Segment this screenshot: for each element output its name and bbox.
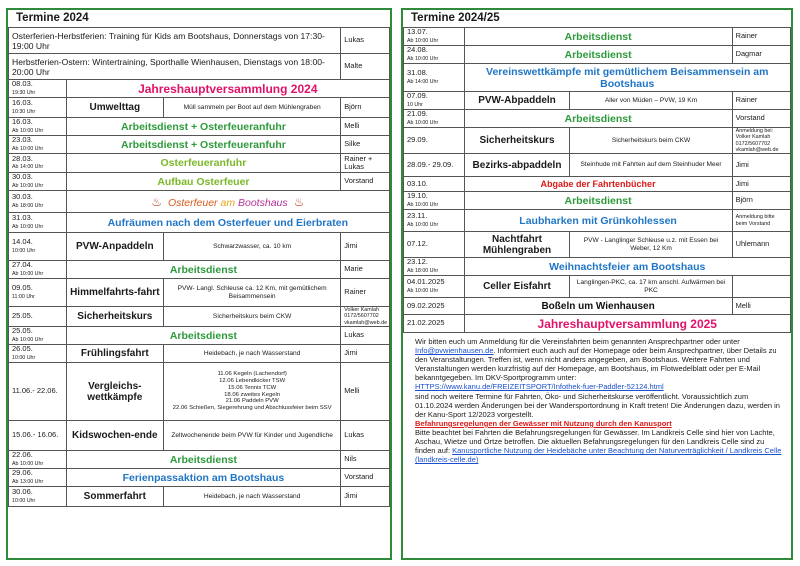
event-time: 10:00 Uhr (12, 247, 36, 254)
contact-person: Vorstand (341, 469, 390, 487)
event-title: Ferienpassaktion am Bootshaus (66, 469, 341, 487)
event-description: Heidebach, je nach Wasserstand (164, 345, 341, 363)
event-time: Ab 14:00 Uhr (12, 164, 44, 170)
event-date: 09.02.2025 (404, 298, 465, 315)
event-description: PVW - Langlinger Schleuse u.z. mit Essen bei Weber, 12 Km (570, 232, 732, 258)
event-date: 13.07. Ab 10:00 Uhr (404, 28, 465, 46)
schedule-row (404, 177, 791, 192)
event-date: 16.03. 10:30 Uhr (9, 98, 67, 118)
event-title: Kidswochen-ende (66, 421, 163, 451)
schedule-row (9, 173, 390, 191)
contact-person: Melli (341, 118, 390, 136)
contact-person: Rainer (341, 279, 390, 307)
event-date: 08.03. 19:30 Uhr (9, 80, 67, 98)
event-time: 10 Uhr (407, 101, 423, 108)
event-title: Nachtfahrt Mühlengraben (464, 232, 570, 258)
event-time: 19:30 Uhr (12, 89, 36, 96)
schedule-row (404, 258, 791, 276)
contact-person: Dagmar (732, 46, 790, 64)
schedule-row (9, 469, 390, 487)
event-date: 09.05. 11:00 Uhr (9, 279, 67, 307)
schedule-row (404, 154, 791, 177)
osterfeuer-title (162, 197, 294, 209)
schedule-row (404, 46, 791, 64)
contact-person: Jimi (341, 233, 390, 261)
training-row (9, 54, 390, 80)
schedule-row (404, 210, 791, 232)
contact-person: Jimi (732, 177, 790, 192)
schedule-row (9, 279, 390, 307)
contact-person: Silke (341, 136, 390, 154)
contact-person: Anmeldung bei: Volker Kamlah 0172/5607702 vkamlah@web.de (732, 128, 790, 154)
event-time: Ab 10:00 Uhr (12, 127, 44, 134)
panel-title: Termine 2024/25 (411, 12, 500, 24)
event-title: Bezirks-abpaddeln (464, 154, 570, 177)
event-time: Ab 10:00 Uhr (407, 287, 439, 294)
panel-title: Termine 2024 (16, 12, 89, 24)
schedule-table-2024-25 (403, 27, 791, 333)
schedule-row (9, 451, 390, 469)
event-time: Ab 10:00 Uhr (12, 460, 44, 467)
event-title: Jahreshauptversammlung 2024 (66, 80, 389, 98)
info-paragraph: Wir bitten euch um Anmeldung für die Vereinsfahrten beim genannten Ansprechpartner oder unter Info@pvwienhausen.de. Informiert euch auch auf der Homepage oder beim Ansprechpartner, über Details zu den Veranstaltungen. Treffen ist, wenn nicht anders angegeben, am Bootshaus. Weitere Fahrten und Veranstaltungen werden kurzfristig auf der Homepage, am Bootshaus, im Flotwedelblatt oder per E-Mail bekanntgegeben. Im DKV-Sportprogramm unter: HTTPS://www.kanu.de/FREIZEITSPORT/Infothek-fuer-Paddler-52124.html sind noch weitere Termine für Fahrten, Öko- und Sicherheitskurse veröffentlicht. Voraussichtlich zum 01.10.2024 werden Änderungen bei der Wandersportordnung in Kraft treten! Die Änderungen dazu, werden in der Kanu-Sport 12/2023 vorgestellt. (415, 337, 780, 419)
event-time: Ab 10:00 Uhr (407, 37, 439, 44)
training-text: Osterferien-Herbstferien: Training für Kids am Bootshaus, Donnerstags von 17:30-19:00 Uhr (9, 28, 341, 54)
schedule-row (404, 298, 791, 315)
info-text (403, 333, 791, 464)
landkreis-link[interactable]: Kanusportliche Nutzung der Heidebäche unter Beachtung der Naturverträglichkeit / Landkreis Celle (landkreis-celle.de) (415, 446, 782, 465)
event-description: PVW- Langl. Schleuse ca. 12 Km, mit gemütlichem Beisammensein (164, 279, 341, 307)
contact-person: Rainer (732, 92, 790, 110)
contact-person: Björn (341, 98, 390, 118)
schedule-table-2024 (8, 27, 390, 507)
event-title: Celler Eisfahrt (464, 276, 570, 298)
contact-person: Lukas (341, 421, 390, 451)
contact-person: Anmeldung bitte beim Vorstand (732, 210, 790, 232)
event-title: Umwelttag (66, 98, 163, 118)
contact-person: Jimi (341, 345, 390, 363)
event-date: 14.04. 10:00 Uhr (9, 233, 67, 261)
event-time: Ab 10:00 Uhr (407, 201, 439, 208)
schedule-row (404, 64, 791, 92)
event-title: Jahreshauptversammlung 2025 (464, 315, 790, 333)
logo-word: Osterfeuer (167, 196, 218, 209)
flame-icon: ♨ (151, 194, 162, 209)
schedule-row (9, 345, 390, 363)
event-description: Steinhude mit Fahrten auf dem Steinhuder Meer (570, 154, 732, 177)
event-time: Ab 10:00 Uhr (12, 336, 44, 343)
contact-person: Melli (732, 298, 790, 315)
event-description: Heidebach, je nach Wasserstand (164, 487, 341, 507)
contact-person: Malte (341, 54, 390, 80)
contact-person: Björn (732, 192, 790, 210)
event-time: 10:30 Uhr (12, 108, 36, 115)
event-date: 07.12. (404, 232, 465, 258)
event-title: Laubharken mit Grünkohlessen (464, 210, 732, 232)
schedule-row (9, 487, 390, 507)
training-row (9, 28, 390, 54)
schedule-row (9, 118, 390, 136)
event-title: Weihnachtsfeier am Bootshaus (464, 258, 790, 276)
event-time: Ab 10:00 Uhr (12, 223, 44, 230)
schedule-row (9, 154, 390, 173)
schedule-row (9, 136, 390, 154)
event-date: 26.05. 10:00 Uhr (9, 345, 67, 363)
event-date: 23.12. Ab 18:00 Uhr (404, 258, 465, 276)
event-date: 31.08. Ab 14:00 Uhr (404, 64, 465, 92)
event-description: Zeltwochenende beim PVW für Kinder und Jugendliche (164, 421, 341, 451)
schedule-row (404, 110, 791, 128)
event-date: 21.02.2025 (404, 315, 465, 333)
event-title: Arbeitsdienst (66, 261, 341, 279)
event-time: 11:00 Uhr (12, 293, 35, 300)
event-time: Ab 18:00 Uhr (12, 202, 44, 209)
event-title: Arbeitsdienst (66, 327, 341, 345)
event-time: Ab 10:00 Uhr (12, 270, 44, 277)
schedule-row (404, 128, 791, 154)
regulation-heading: Befahrungsregelungen der Gewässer mit Nutzung durch den Kanusport (415, 418, 672, 428)
event-title: Aufbau Osterfeuer (66, 173, 341, 191)
event-time: Ab 10:00 Uhr (407, 119, 439, 126)
schedule-row (404, 192, 791, 210)
event-title: Osterfeueranfuhr (66, 154, 341, 173)
event-date: 11.06.- 22.06. (9, 363, 67, 421)
event-date: 03.10. (404, 177, 465, 192)
contact-person: Vorstand (341, 173, 390, 191)
event-date: 25.05. Ab 10:00 Uhr (9, 327, 67, 345)
event-date: 24.08. Ab 10:00 Uhr (404, 46, 465, 64)
contact-person: Rainer (732, 28, 790, 46)
event-date: 29.09. (404, 128, 465, 154)
schedule-row (404, 92, 791, 110)
schedule-row (9, 233, 390, 261)
event-date: 28.03. Ab 14:00 Uhr (9, 154, 67, 173)
event-title: Arbeitsdienst + Osterfeueranfuhr (66, 136, 341, 154)
contact-person: Uhlemann (732, 232, 790, 258)
contact-person: Jimi (732, 154, 790, 177)
event-time: Ab 10:00 Uhr (407, 55, 439, 62)
dkv-link[interactable]: HTTPS://www.kanu.de/FREIZEITSPORT/Infothek-fuer-Paddler-52124.html (415, 382, 664, 392)
event-date: 04.01.2025 Ab 10:00 Uhr (404, 276, 465, 298)
schedule-row (9, 327, 390, 345)
event-date: 29.06. Ab 13:00 Uhr (9, 469, 67, 487)
event-description: Sicherheitskurs beim CKW (164, 307, 341, 327)
contact-email-link[interactable]: Info@pvwienhausen.de (415, 346, 494, 356)
event-time: Ab 14:00 Uhr (407, 78, 439, 85)
schedule-row (9, 80, 390, 98)
contact-person: Nils (341, 451, 390, 469)
event-title: Arbeitsdienst (464, 192, 732, 210)
event-time: Ab 13:00 Uhr (12, 478, 44, 485)
event-date: 30.03. Ab 10:00 Uhr (9, 173, 67, 191)
event-time: 10:00 Uhr (12, 354, 36, 361)
schedule-row (9, 307, 390, 327)
contact-person: Lukas (341, 327, 390, 345)
event-date: 25.05. (9, 307, 67, 327)
schedule-row (9, 261, 390, 279)
event-date: 27.04. Ab 10:00 Uhr (9, 261, 67, 279)
event-date: 16.03. Ab 10:00 Uhr (9, 118, 67, 136)
event-title: Sicherheitskurs (66, 307, 163, 327)
training-text: Herbstferien-Ostern: Wintertraining, Sporthalle Wienhausen, Dienstags von 18:00-20:00 Uhr (9, 54, 341, 80)
contact-person: Vorstand (732, 110, 790, 128)
contact-person: Volker Kamlah 0172/5607702 vkamlah@web.de (341, 307, 390, 327)
event-title: Arbeitsdienst + Osterfeueranfuhr (66, 118, 341, 136)
contact-person: Jimi (341, 487, 390, 507)
event-time: Ab 10:00 Uhr (407, 221, 439, 228)
contact-person (732, 276, 790, 298)
event-time: Ab 18:00 Uhr (407, 267, 439, 274)
left-panel (6, 8, 392, 560)
flame-icon: ♨ (293, 194, 305, 209)
right-panel (401, 8, 793, 560)
event-date: 15.06.- 16.06. (9, 421, 67, 451)
event-title: Aufräumen nach dem Osterfeuer und Eierbraten (66, 213, 389, 233)
event-date: 22.06. Ab 10:00 Uhr (9, 451, 67, 469)
event-title: Arbeitsdienst (66, 451, 341, 469)
osterfeuer-logo (66, 191, 389, 213)
contact-person: Melli (341, 363, 390, 421)
schedule-row (404, 315, 791, 333)
event-title: Arbeitsdienst (464, 28, 732, 46)
event-date: 07.09. 10 Uhr (404, 92, 465, 110)
event-date: 23.03. Ab 10:00 Uhr (9, 136, 67, 154)
event-date: 28.09.- 29.09. (404, 154, 465, 177)
contact-person: Rainer + Lukas (341, 154, 390, 173)
event-date: 23.11. Ab 10:00 Uhr (404, 210, 465, 232)
schedule-row (9, 213, 390, 233)
schedule-row (9, 191, 390, 213)
event-description: Müll sammeln per Boot auf dem Mühlengraben (164, 98, 341, 118)
schedule-row (9, 363, 390, 421)
event-time: 10:00 Uhr (12, 497, 36, 504)
event-date: 30.03. Ab 18:00 Uhr (9, 191, 67, 213)
event-title: Frühlingsfahrt (66, 345, 163, 363)
event-title: PVW-Anpaddeln (66, 233, 163, 261)
event-title: Vereinswettkämpfe mit gemütlichem Beisammensein am Bootshaus (464, 64, 790, 92)
event-title: Abgabe der Fahrtenbücher (464, 177, 732, 192)
event-title: Sicherheitskurs (464, 128, 570, 154)
event-title: Arbeitsdienst (464, 110, 732, 128)
schedule-row (404, 276, 791, 298)
contact-person: Lukas (341, 28, 390, 54)
event-title: Sommerfahrt (66, 487, 163, 507)
event-title: PVW-Abpaddeln (464, 92, 570, 110)
regulation-paragraph: Befahrungsregelungen der Gewässer mit Nutzung durch den Kanusport Bitte beachtet bei Fahrten die Befahrungsregelungen für Gewässer. Im Landkreis Celle sind hier von Lachte, Aschau, Wietze und Örtze betroffen. Die aktuellen Befahrungsregelungen für den Landkreis Celle sind zu finden auf: Kanusportliche Nutzung der Heidebäche unter Beachtung der Naturverträglichkeit / Landkreis Celle (landkreis-celle.de) (415, 418, 782, 465)
event-date: 31.03. Ab 10:00 Uhr (9, 213, 67, 233)
event-time: Ab 10:00 Uhr (12, 182, 44, 189)
event-date: 21.09. Ab 10:00 Uhr (404, 110, 465, 128)
schedule-row (9, 421, 390, 451)
logo-word: Bootshaus (238, 196, 288, 209)
event-date: 19.10. Ab 10:00 Uhr (404, 192, 465, 210)
contact-person: Marie (341, 261, 390, 279)
schedule-row (404, 232, 791, 258)
event-title: Himmelfahrts-fahrt (66, 279, 163, 307)
event-description: 11.06 Kegeln (Lachendorf) 12.06 Lebendkicker TSW 15.06 Tennis TCW 18.06 zweites Kegeln 21.06 Paddeln PVW 22.06 Schießen, Siegerehrung und Abschlussfeier beim SSV (164, 363, 341, 421)
schedule-row (404, 28, 791, 46)
event-time: Ab 10:00 Uhr (12, 145, 44, 152)
logo-word: am (220, 196, 236, 209)
event-description: Aller von Müden – PVW, 19 Km (570, 92, 732, 110)
event-title: Vergleichs-wettkämpfe (66, 363, 163, 421)
event-description: Schwarzwasser, ca. 10 km (164, 233, 341, 261)
event-date: 30.06. 10:00 Uhr (9, 487, 67, 507)
event-description: Sicherheitskurs beim CKW (570, 128, 732, 154)
event-description: Langlingen-PKC, ca. 17 km anschl. Aufwärmen bei PKC (570, 276, 732, 298)
event-title: Arbeitsdienst (464, 46, 732, 64)
event-title: Boßeln um Wienhausen (464, 298, 732, 315)
schedule-row (9, 98, 390, 118)
